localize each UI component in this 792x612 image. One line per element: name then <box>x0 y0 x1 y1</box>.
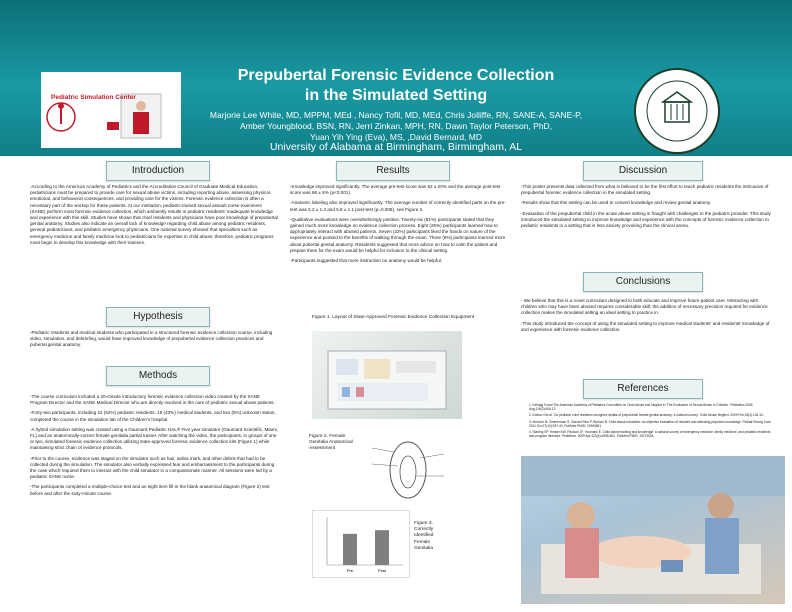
results-text: -Knowledge improved significantly. The average pre-test score was 62 ± 20% and the average post-test score was 86 ± 8% (p<0.001). -Anatomic labeling also improved significantly. The average number of correctly identified parts on the pre-test was 5.2 ± 1.3 and 5.8 ± 1.1 post-test (p=0.008), see Figure 3. -Qualitative evaluations were overwhelmingly positive. Twenty-six (81%) participants stated that they gained much more knowledge on evidence collection process. Eight (25%) participants learned how to appropriately interact with abused patients. Seven (22%) participants liked the hands on nature of the experience and pointed to the benefits of walking through the exam. Three (9%) participants learned more about pubertal genital anatomy. Residents suggested that more advice on how to calm the patient and prepare them for the exam would be helpful for inclusion to the clinical setting. -Participants suggested that more instruction on anatomy would be helpful. <box>290 184 506 264</box>
poster-header <box>0 0 792 156</box>
pediatric-simulation-center-logo <box>41 72 181 148</box>
authors: Marjorie Lee White, MD, MPPM, MEd , Nancy Tofil, MD, MEd, Chris Jolliffe, RN, SANE-A, SANE-P, Amber Youngblood, BSN, RN, Jerri Zinkan, MPH, RN, Dawn Taylor Peterson, PhD, Yuan Yih Ying (Eva), MS, ,David Bernard, MD <box>209 110 583 142</box>
affiliation: University of Alabama at Birmingham, Birmingham, AL <box>269 141 523 153</box>
discussion-heading: Discussion <box>583 161 703 181</box>
fig3-bar-post <box>375 530 389 565</box>
left-logo-text: Pediatric Simulation Center <box>51 94 136 101</box>
uab-seal-logo <box>634 68 720 154</box>
figure-2-caption: Figure 2. Female Genitalia Anatomical Assessment <box>309 434 353 452</box>
figure-3-chart <box>312 510 410 578</box>
poster-title: Prepubertal Forensic Evidence Collection in the Simulated Setting <box>237 67 555 104</box>
hypothesis-heading: Hypothesis <box>106 307 210 327</box>
figure-2-anatomy-diagram <box>364 432 452 504</box>
references-list: 1. Kellogg N and The American Academy of Pediatrics Committee on Child Abuse and Neglect in 'The Evaluation of Sexual Abuse in Children.' Pediatrics 2005 Aug;116(2):506-12. 2. Dubow Get al. 'Do pediatric chief residents recognize details of prepubertal female genital anatomy: a national survey.' Child Abuse Neglect. 2009 Feb;33(2):104-10. 3. Menoch M, Zimmerman S, Garcia-Filion P, Bulloch B. Child abuse education: an objective evaluation of resident and attending physician knowledge. Pediatr Emerg Care. 2011 Oct;27(10):937-40. PubMed PMID: 21960891. 4. Starling SP, Heisler KW, Paulson JF, Youmans E. Child abuse training and knowledge: a national survey of emergency medicine, family medicine, and pediatric residents and program directors. Pediatrics. 2009 Apr;123(4):e595-602. PubMed PMID: 19273504. <box>529 403 772 439</box>
references-heading: References <box>583 379 703 399</box>
introduction-heading: Introduction <box>106 161 210 181</box>
fig3-tick-pre: Pre <box>346 568 354 573</box>
conclusions-text: - We believe that this is a novel curriculum designed to both educate and improve future patient care. Interacting with children who may have been abused requires considerable skill; the addition of necessary precision required for evidence collection makes the simulated setting an ideal setting to practice in. -This study introduced the concept of using the simulated setting to improve medical students' and residents' knowledge of and experience with forensic evidence collection. <box>521 298 770 332</box>
fig3-tick-post: Post <box>377 568 387 573</box>
figure-3-caption: Figure 3. Correctly Identified Female Genitalia <box>414 521 434 551</box>
fig3-bar-pre <box>343 534 357 565</box>
results-heading: Results <box>336 161 450 181</box>
discussion-text: -This poster presents data collected from what is believed to be the first effort to teach pediatric residents the intricacies of prepubertal forensic evidence collection in the simulated setting. -Results show that this setting can be used to convert knowledge and review genital anatomy. -Evaluation of the prepubertal child in the acute abuse setting is fraught with challenges to the pediatric provider. This study introduced the simulated setting to improve knowledge and experience with the concepts of forensic evidence collection to pediatric residents in a setting that is less anxiety provoking than the clinical arena. <box>521 184 771 229</box>
simulation-photo <box>521 456 785 604</box>
introduction-text: -According to the American Academy of Pediatrics and the Accreditation Council of Graduate Medical Education, pediatricians must be prepared to provide care for sexual abuse victims, including reporting abuse, assessing physical, emotional, and behavioral consequences, and providing care for the victims. Forensic evidence collection is often a necessary part of the workup for these patients. At our institution, pediatric-trained sexual assault nurse examiners (SANE) perform most forensic evidence collection, which ambiently results in pediatric residents' inadequate knowledge and experience with this skill. Studies have shown that chief residents and physicians have poor knowledge of prepubertal genital anatomy. Studies also indicate an overall lack of knowledge regarding child abuse among pediatric residents, general pediatricians, and pediatric emergency physicians. One national survey showed that specialties such as emergency medicine and family medicine look to pediatricians for expertise in child abuse; therefore, pediatric programs must begin to develop this knowledge with their trainees. <box>30 184 278 245</box>
figure-1-photo <box>312 331 462 419</box>
hypothesis-text: -Pediatric residents and medical students who participated in a structured forensic evidence collection course, including video, simulation, and debriefing, would have improved knowledge of prepubertal evidence collection practices and pubertal genital anatomy. <box>30 330 273 348</box>
conclusions-heading: Conclusions <box>583 272 703 292</box>
methods-text: -The course curriculum included a 20-minute introductory forensic evidence collection video created by the SANE Program Director and the SANE Medical Director who are directly involved in the care of pediatric sexual abuse patients. -Forty-two participants, including 22 (52%) pediatric residents, 18 (43%) medical students, and two (5%) unknown status, completed the course in the simulation lab of the Children's hospital. -A hybrid simulation setting was created using a Gaumard Pediatric HAL® Five year simulator (Gaumard Scientific, Miami, FL) and an anatomically-correct female genitalia partial trainer. After watching the video, the participants, in groups of one or two, simulated forensic evidence collection utilizing state-approved forensic evidence collection kits (Figure 1) while maintaining strict chain of evidence protocols. -Prior to the course, evidence was staged on the simulator such as hair, saliva mark, and other debris that had to be collected during the simulation. The simulator also verbally expressed fear and embarrassment to the participants during the case which required them to interact with the child simulator in a compassionate manner. All sessions were led by a pediatric SANE nurse. -The participants completed a multiple-choice test and an eight item fill-in the blank anatomical diagram (Figure 2) test before and after the sixty-minute course. <box>30 394 278 496</box>
figure-1-caption: Figure 1. Layout of State-Approved Forensic Evidence Collection Equipment <box>312 315 475 320</box>
methods-heading: Methods <box>106 366 210 386</box>
